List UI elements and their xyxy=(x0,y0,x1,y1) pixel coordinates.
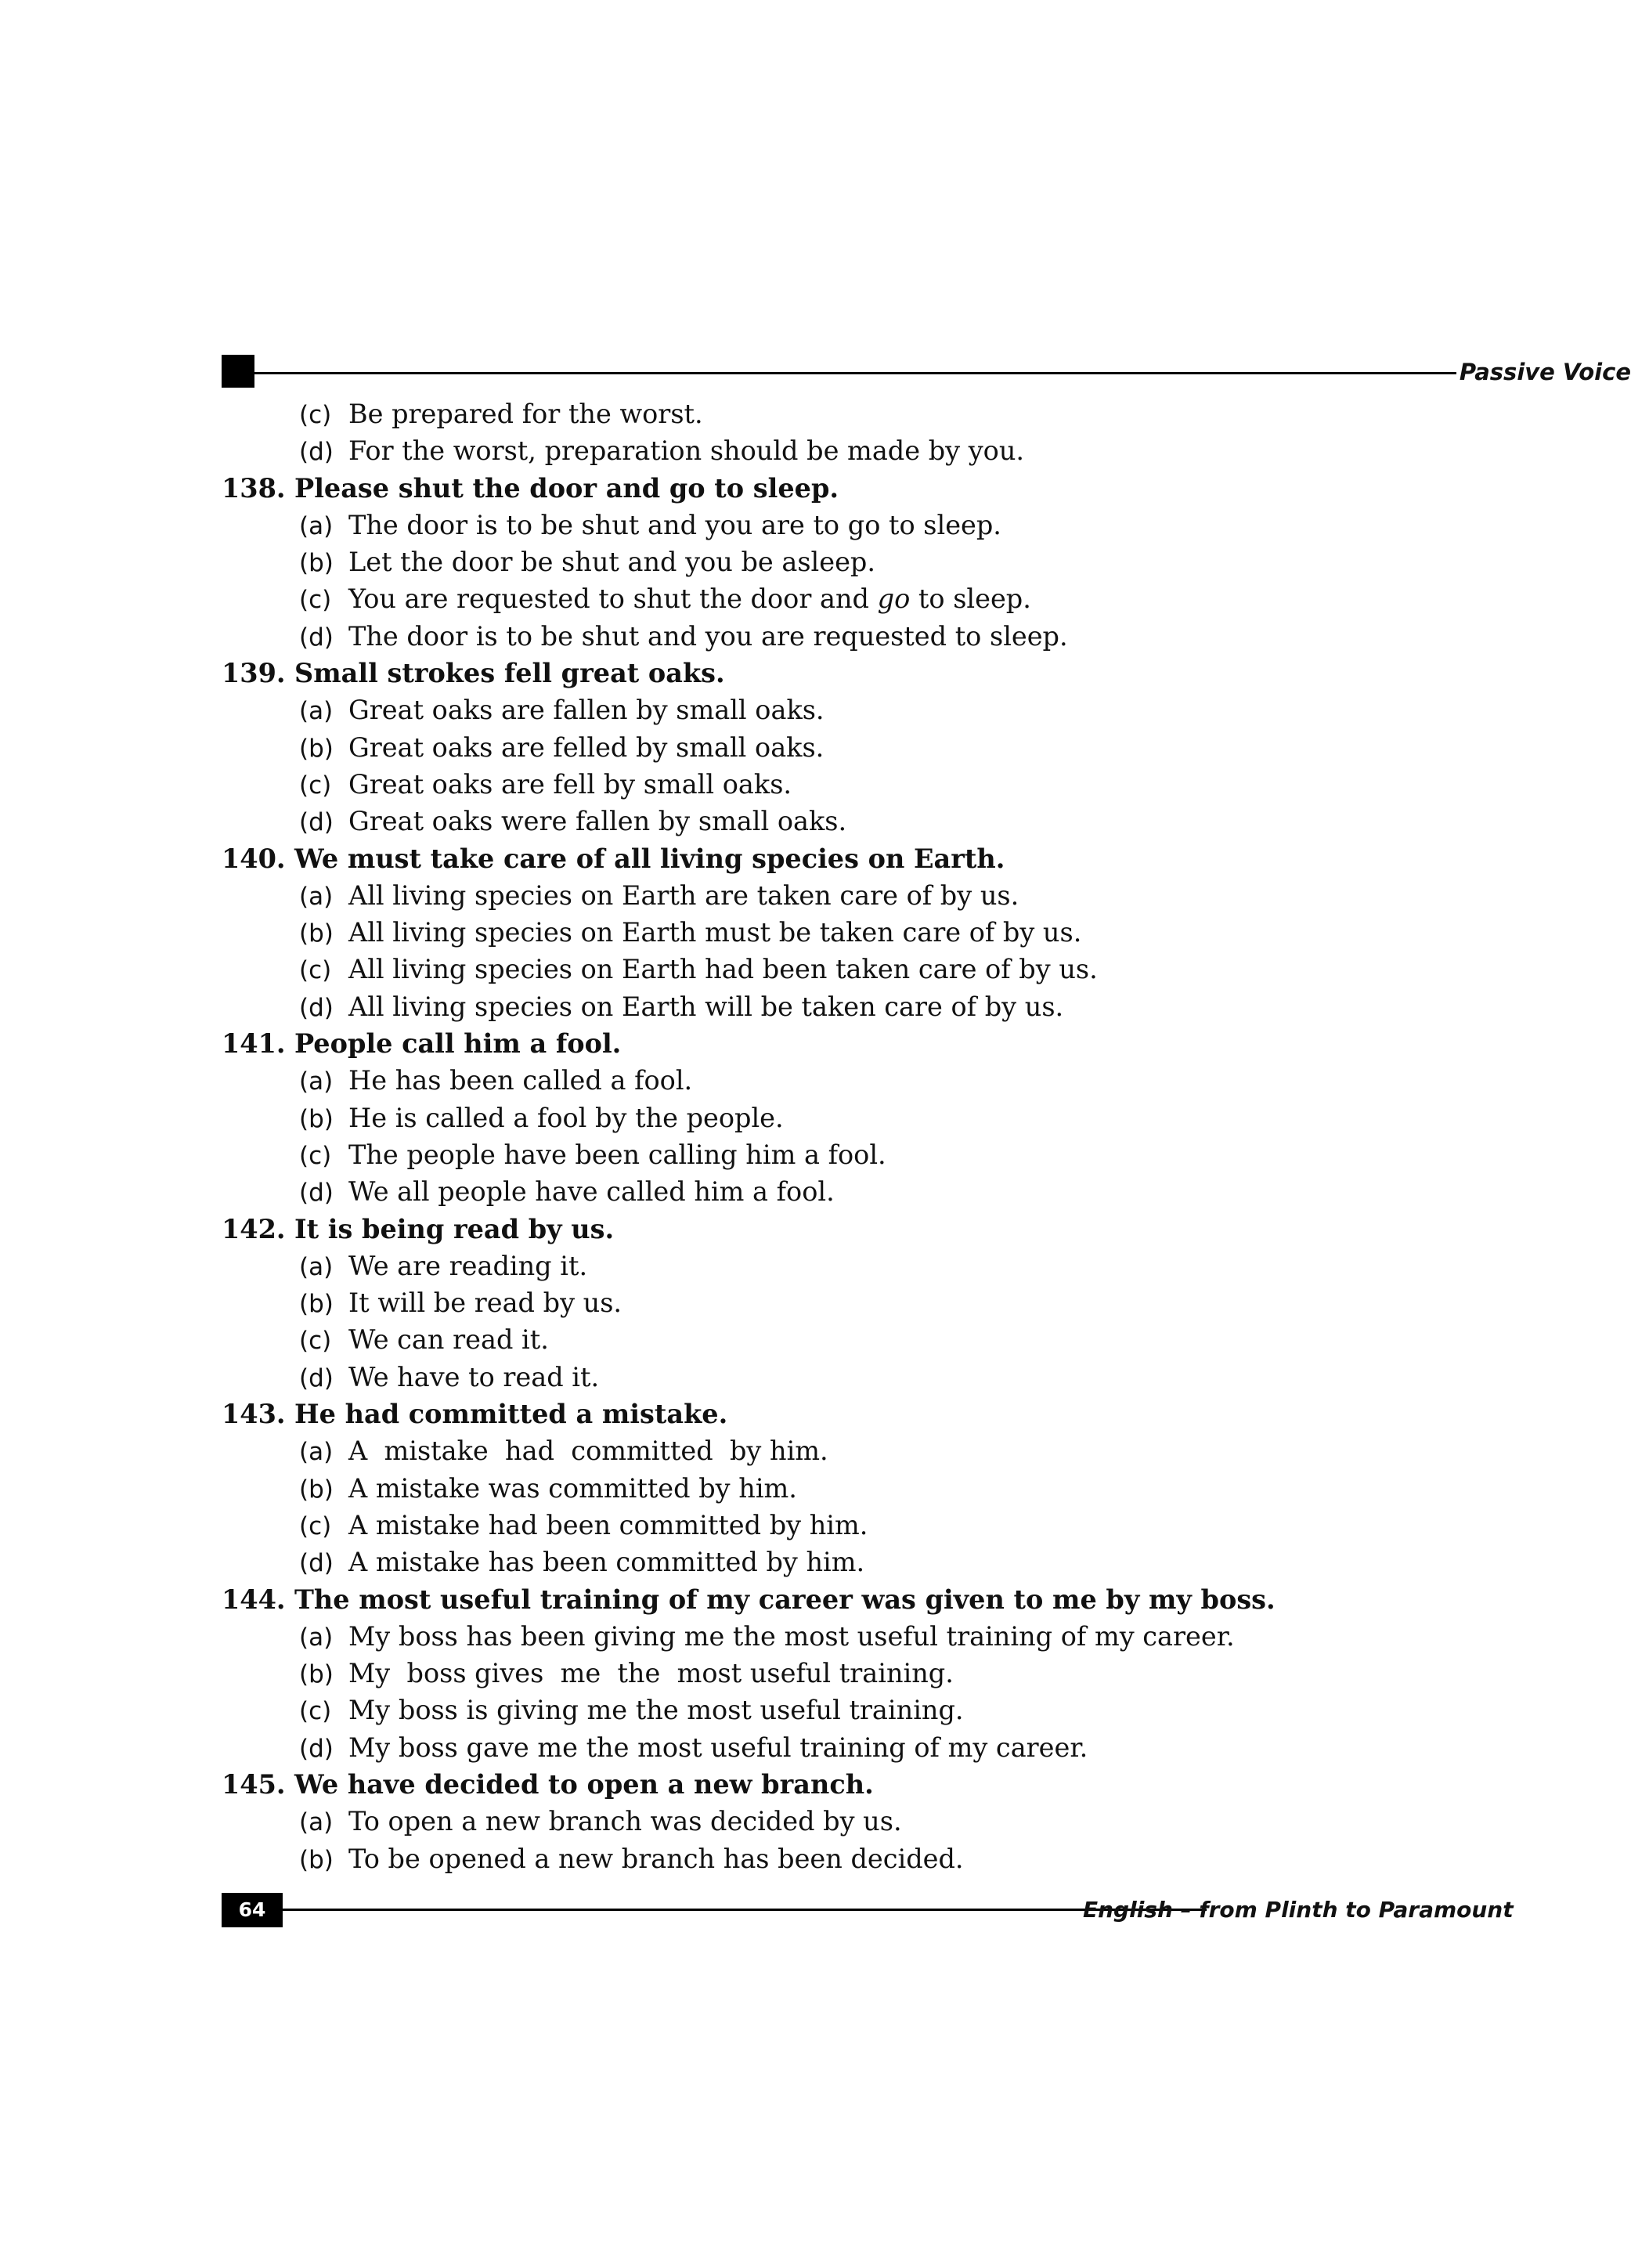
question-stem xyxy=(222,1766,1443,1803)
option-letter: (b) xyxy=(299,549,334,578)
option xyxy=(222,1618,1443,1655)
question-stem xyxy=(222,1025,1443,1062)
question-number: 144. xyxy=(222,1584,286,1615)
option-text: Great oaks were fallen by small oaks. xyxy=(348,806,847,837)
question-number: 145. xyxy=(222,1768,286,1800)
option-letter: (b) xyxy=(299,1104,334,1133)
option-letter: (c) xyxy=(299,401,332,429)
option xyxy=(222,1729,1443,1766)
option-letter: (b) xyxy=(299,1660,334,1689)
option-text: Great oaks are fell by small oaks. xyxy=(348,768,792,800)
question-text: The most useful training of my career was given to me by my boss. xyxy=(294,1584,1276,1615)
option-text-after: to sleep. xyxy=(910,583,1031,615)
option-text: My boss is giving me the most useful training. xyxy=(348,1695,964,1726)
option xyxy=(222,395,1443,432)
option-text: He is called a fool by the people. xyxy=(348,1102,784,1133)
option-text: We have to read it. xyxy=(348,1361,600,1392)
question-text: We have decided to open a new branch. xyxy=(294,1768,874,1800)
question-number: 138. xyxy=(222,472,286,504)
option-letter: (b) xyxy=(299,1290,334,1319)
option-letter: (c) xyxy=(299,771,332,800)
option xyxy=(222,803,1443,840)
option-letter: (b) xyxy=(299,1845,334,1874)
option xyxy=(222,988,1443,1025)
option xyxy=(222,1173,1443,1210)
option xyxy=(222,1321,1443,1358)
option xyxy=(222,507,1443,544)
option-text: A mistake was committed by him. xyxy=(348,1472,797,1504)
option xyxy=(222,432,1443,469)
option-letter: (c) xyxy=(299,1697,332,1726)
option-text: All living species on Earth had been taken care of by us. xyxy=(348,954,1098,985)
question-text: He had committed a mistake. xyxy=(294,1399,728,1430)
option xyxy=(222,1359,1443,1396)
option-letter: (d) xyxy=(299,1363,334,1392)
option-text: We all people have called him a fool. xyxy=(348,1176,835,1208)
question-number: 139. xyxy=(222,658,286,689)
option-text: He has been called a fool. xyxy=(348,1065,693,1096)
option xyxy=(222,544,1443,580)
option-letter: (d) xyxy=(299,438,334,467)
option-letter: (c) xyxy=(299,1141,332,1170)
option xyxy=(222,1692,1443,1728)
option-letter: (a) xyxy=(299,1623,334,1652)
option-text: All living species on Earth must be taken care of by us. xyxy=(348,917,1082,948)
option-letter: (a) xyxy=(299,697,334,726)
option-text-italic: go xyxy=(877,583,911,615)
question-text: We must take care of all living species on Earth. xyxy=(294,843,1005,874)
option xyxy=(222,1136,1443,1173)
question-number: 142. xyxy=(222,1213,286,1244)
option-text: The door is to be shut and you are requested to sleep. xyxy=(348,620,1068,652)
question-number: 143. xyxy=(222,1399,286,1430)
option xyxy=(222,618,1443,655)
question-stem xyxy=(222,1581,1443,1618)
option-letter: (a) xyxy=(299,1438,334,1467)
option-text: Great oaks are fallen by small oaks. xyxy=(348,695,825,726)
option-text: The people have been calling him a fool. xyxy=(348,1139,886,1170)
option-text: Be prepared for the worst. xyxy=(348,399,703,429)
option-text: All living species on Earth are taken care of by us. xyxy=(348,879,1019,911)
option-text: For the worst, preparation should be made by you. xyxy=(348,435,1025,467)
question-list xyxy=(222,395,1443,1877)
option xyxy=(222,1840,1443,1877)
option-text: Let the door be shut and you be asleep. xyxy=(348,547,876,578)
question-text: People call him a fool. xyxy=(294,1028,622,1060)
option xyxy=(222,1544,1443,1580)
option xyxy=(222,1432,1443,1469)
question-stem xyxy=(222,1396,1443,1432)
option-letter: (d) xyxy=(299,1549,334,1578)
option xyxy=(222,1248,1443,1284)
option xyxy=(222,1284,1443,1321)
option-text: It will be read by us. xyxy=(348,1287,622,1319)
option xyxy=(222,1655,1443,1692)
question-number: 141. xyxy=(222,1028,286,1060)
option-letter: (d) xyxy=(299,808,334,837)
option xyxy=(222,1100,1443,1136)
question-text: It is being read by us. xyxy=(294,1213,615,1244)
option-letter: (b) xyxy=(299,734,334,763)
option xyxy=(222,692,1443,728)
option-letter: (c) xyxy=(299,1327,332,1356)
question-stem xyxy=(222,655,1443,692)
option-text: You are requested to shut the door and xyxy=(348,583,878,615)
option xyxy=(222,1507,1443,1544)
option-letter: (d) xyxy=(299,993,334,1022)
option-text: The door is to be shut and you are to go to sleep. xyxy=(348,509,1001,540)
option-letter: (c) xyxy=(299,956,332,985)
footer-book-title: English – from Plinth to Paramount xyxy=(1083,1897,1514,1923)
option-text: All living species on Earth will be taken care of by us. xyxy=(348,991,1064,1022)
option-letter: (d) xyxy=(299,1734,334,1763)
question-stem xyxy=(222,470,1443,507)
option-text: A mistake had committed by him. xyxy=(348,1436,828,1467)
option-letter: (a) xyxy=(299,511,334,540)
option xyxy=(222,766,1443,803)
option-text: To be opened a new branch has been decided. xyxy=(348,1843,964,1874)
header-marker-box xyxy=(222,355,254,388)
option-letter: (a) xyxy=(299,1067,334,1096)
option xyxy=(222,951,1443,988)
option-text: My boss gave me the most useful training of my career. xyxy=(348,1732,1088,1763)
option-letter: (b) xyxy=(299,1475,334,1504)
option-text: We can read it. xyxy=(348,1324,549,1356)
option-letter: (a) xyxy=(299,1808,334,1837)
option-text: My boss has been giving me the most useful training of my career. xyxy=(348,1620,1235,1652)
page-header xyxy=(222,355,1631,389)
option xyxy=(222,877,1443,914)
option-text: Great oaks are felled by small oaks. xyxy=(348,731,825,763)
option xyxy=(222,580,1443,617)
option-text: We are reading it. xyxy=(348,1250,588,1281)
option-letter: (d) xyxy=(299,623,334,652)
question-text: Small strokes fell great oaks. xyxy=(294,658,725,689)
option-letter: (c) xyxy=(299,586,332,615)
header-title: Passive Voice xyxy=(1459,359,1631,385)
option xyxy=(222,1803,1443,1840)
option xyxy=(222,1062,1443,1099)
footer-rule xyxy=(283,1909,1207,1911)
option-text: A mistake has been committed by him. xyxy=(348,1547,865,1578)
question-number: 140. xyxy=(222,843,286,874)
page-number: 64 xyxy=(222,1893,283,1927)
page-footer xyxy=(222,1893,1514,1927)
option-letter: (d) xyxy=(299,1179,334,1208)
question-stem xyxy=(222,1211,1443,1248)
option-text: A mistake had been committed by him. xyxy=(348,1509,868,1540)
option-text: To open a new branch was decided by us. xyxy=(348,1806,902,1837)
option-letter: (a) xyxy=(299,1252,334,1281)
option-text: My boss gives me the most useful training. xyxy=(348,1658,954,1689)
question-stem xyxy=(222,840,1443,877)
option-letter: (c) xyxy=(299,1511,332,1540)
option-letter: (a) xyxy=(299,882,334,911)
option xyxy=(222,1470,1443,1507)
option-letter: (b) xyxy=(299,919,334,948)
option xyxy=(222,914,1443,951)
question-text: Please shut the door and go to sleep. xyxy=(294,472,839,504)
option xyxy=(222,729,1443,766)
